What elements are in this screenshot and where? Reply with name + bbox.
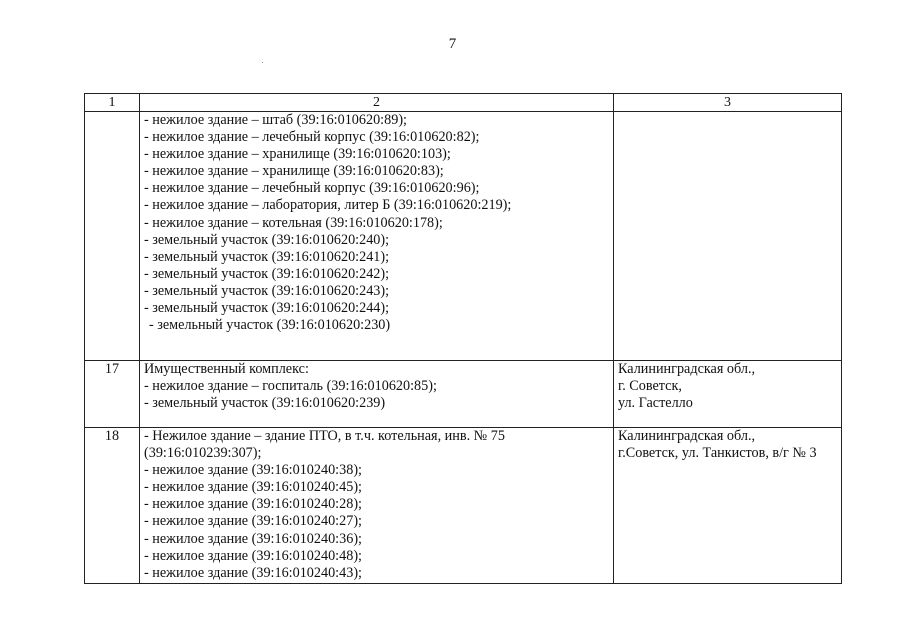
address-cell [614,361,842,428]
list-item: - нежилое здание – лаборатория, литер Б (39:16:010620:219); [144,197,512,214]
list-item: - нежилое здание – хранилище (39:16:010620:103); [144,146,451,163]
list-item: - земельный участок (39:16:010620:240); [144,231,390,248]
list-item: - нежилое здание (39:16:010240:28); [144,496,362,513]
header-col-2: 2 [140,94,614,112]
list-item: - нежилое здание (39:16:010240:48); [144,547,362,564]
list-item: - Нежилое здание – здание ПТО, в т.ч. котельная, инв. № 75 [144,428,505,444]
list-item: - нежилое здание – лечебный корпус (39:16:010620:82); [144,129,480,146]
list-item: - нежилое здание – хранилище (39:16:010620:83); [144,163,444,180]
property-table [84,93,842,584]
property-list [140,428,614,584]
table-row [85,112,842,361]
list-item: - земельный участок (39:16:010620:241); [144,248,390,265]
list-item: - нежилое здание (39:16:010240:36); [144,530,362,547]
list-item: - нежилое здание (39:16:010240:45); [144,479,362,496]
list-item: - нежилое здание – котельная (39:16:010620:178); [144,214,443,231]
list-item: - нежилое здание (39:16:010240:43); [144,564,362,581]
table-row [85,428,842,584]
address-line: Калининградская обл., [618,361,756,377]
address-line: Калининградская обл., [618,428,756,444]
row-number [85,112,140,361]
row-number: 17 [85,361,140,428]
list-item: - земельный участок (39:16:010620:244); [144,300,390,317]
table-row [85,361,842,428]
list-item: - нежилое здание – штаб (39:16:010620:89); [144,112,407,128]
list-item: - земельный участок (39:16:010620:242); [144,265,390,282]
scan-speck [262,62,263,63]
list-item: - земельный участок (39:16:010620:230) [149,317,391,334]
list-item: - земельный участок (39:16:010620:239) [144,395,386,412]
list-item: - земельный участок (39:16:010620:243); [144,282,390,299]
header-col-1: 1 [85,94,140,112]
property-list [140,361,614,428]
table-header-row [85,94,842,112]
address-line: ул. Гастелло [618,395,693,412]
header-col-3: 3 [614,94,842,112]
address-cell [614,112,842,361]
address-line: г.Советск, ул. Танкистов, в/г № 3 [618,445,817,462]
list-item: - нежилое здание – госпиталь (39:16:010620:85); [144,378,437,395]
property-list [140,112,614,361]
page-number: 7 [448,36,457,52]
list-item: - нежилое здание – лечебный корпус (39:16:010620:96); [144,180,480,197]
list-item: - нежилое здание (39:16:010240:38); [144,462,362,479]
list-item: Имущественный комплекс: [144,361,309,377]
list-item: - нежилое здание (39:16:010240:27); [144,513,362,530]
list-item: (39:16:010239:307); [144,445,262,462]
row-number: 18 [85,428,140,584]
address-line: г. Советск, [618,378,682,395]
address-cell [614,428,842,584]
